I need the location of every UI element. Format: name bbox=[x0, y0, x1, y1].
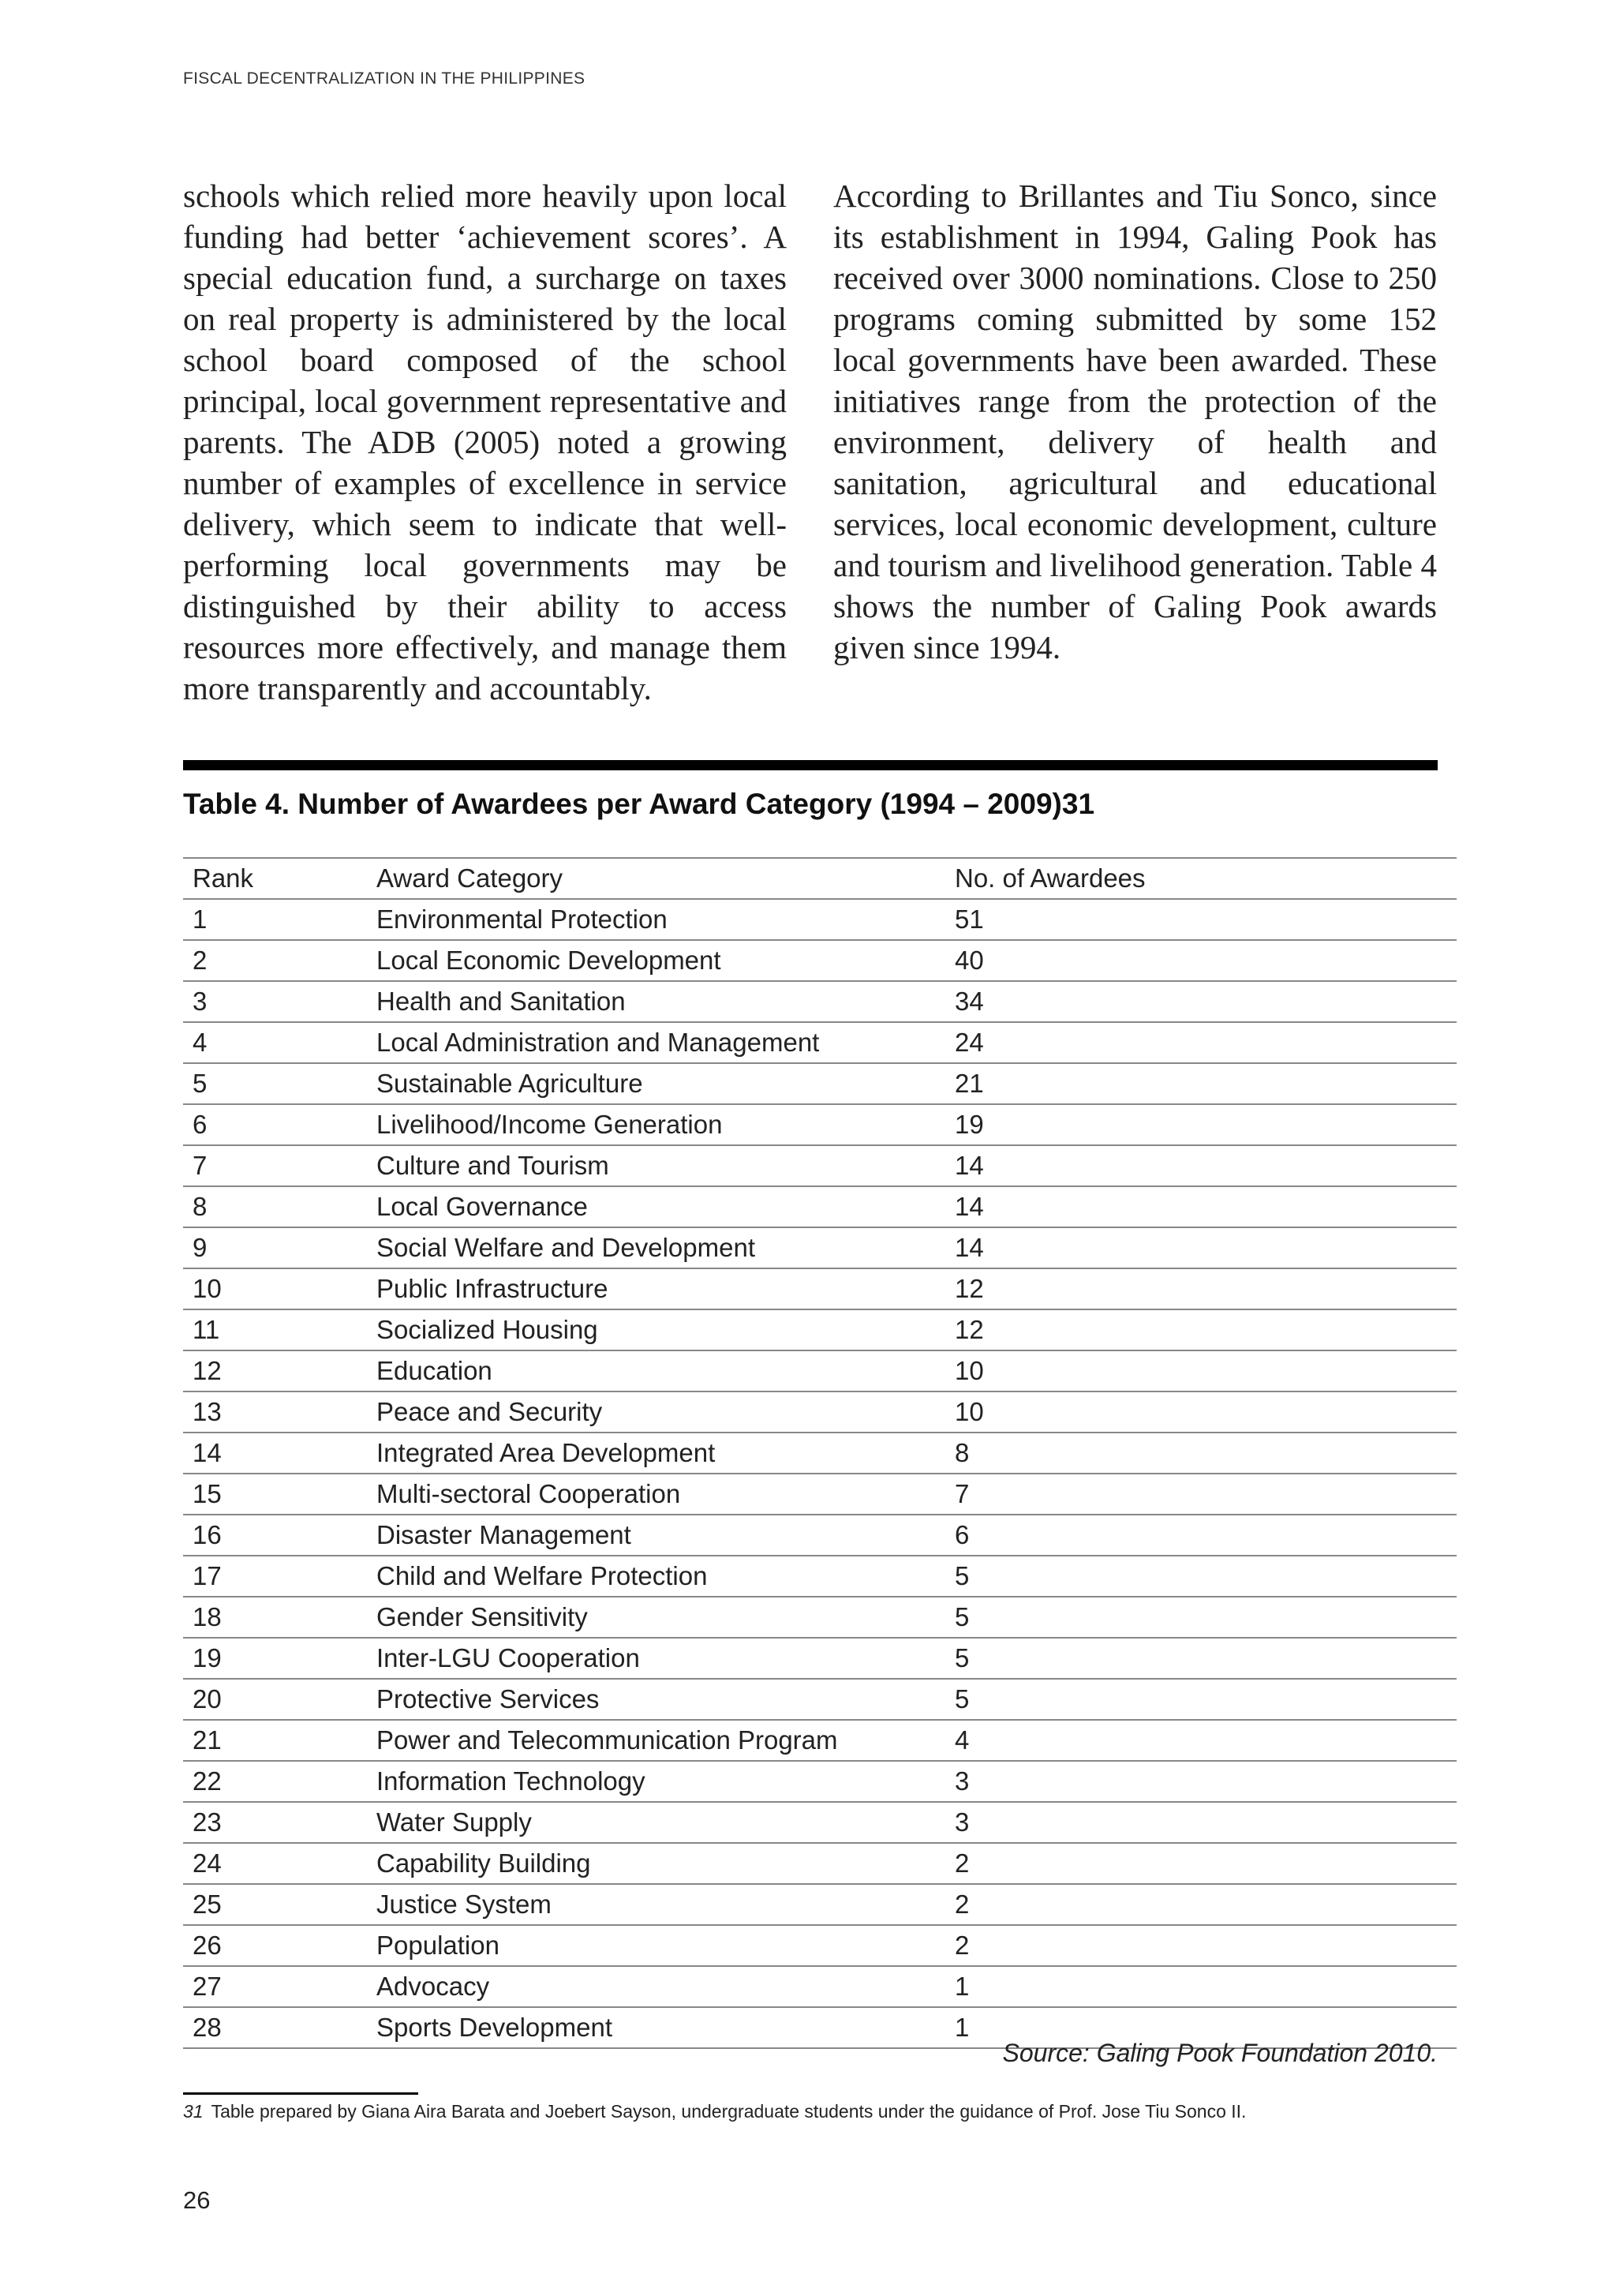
table-row bbox=[183, 1556, 1457, 1597]
table-row bbox=[183, 1597, 1457, 1638]
footnote-rule bbox=[183, 2092, 418, 2095]
table-row bbox=[183, 1925, 1457, 1966]
cell-rank: 10 bbox=[183, 1268, 367, 1309]
cell-award-category: Culture and Tourism bbox=[367, 1145, 945, 1186]
table-row bbox=[183, 1720, 1457, 1761]
cell-no-of-awardees: 5 bbox=[945, 1679, 1457, 1720]
cell-no-of-awardees: 7 bbox=[945, 1474, 1457, 1515]
cell-no-of-awardees: 1 bbox=[945, 2007, 1457, 2048]
cell-rank: 20 bbox=[183, 1679, 367, 1720]
cell-no-of-awardees: 8 bbox=[945, 1433, 1457, 1474]
cell-rank: 5 bbox=[183, 1063, 367, 1104]
cell-award-category: Advocacy bbox=[367, 1966, 945, 2007]
table-row bbox=[183, 1227, 1457, 1268]
table-row bbox=[183, 1350, 1457, 1391]
cell-award-category: Power and Telecommunication Program bbox=[367, 1720, 945, 1761]
cell-rank: 8 bbox=[183, 1186, 367, 1227]
cell-no-of-awardees: 10 bbox=[945, 1391, 1457, 1433]
cell-award-category: Local Economic Development bbox=[367, 940, 945, 981]
table-row bbox=[183, 1638, 1457, 1679]
cell-no-of-awardees: 24 bbox=[945, 1022, 1457, 1063]
table-row bbox=[183, 1022, 1457, 1063]
table-row bbox=[183, 1433, 1457, 1474]
table-source: Source: Galing Pook Foundation 2010. bbox=[1002, 2039, 1438, 2067]
table-top-rule bbox=[183, 760, 1438, 770]
cell-rank: 19 bbox=[183, 1638, 367, 1679]
cell-rank: 24 bbox=[183, 1843, 367, 1884]
cell-rank: 15 bbox=[183, 1474, 367, 1515]
cell-no-of-awardees: 4 bbox=[945, 1720, 1457, 1761]
cell-award-category: Peace and Security bbox=[367, 1391, 945, 1433]
cell-no-of-awardees: 1 bbox=[945, 1966, 1457, 2007]
cell-award-category: Environmental Protection bbox=[367, 899, 945, 940]
table-row bbox=[183, 1966, 1457, 2007]
cell-no-of-awardees: 3 bbox=[945, 1761, 1457, 1802]
cell-no-of-awardees: 14 bbox=[945, 1227, 1457, 1268]
cell-no-of-awardees: 5 bbox=[945, 1556, 1457, 1597]
cell-rank: 23 bbox=[183, 1802, 367, 1843]
body-paragraph-right: According to Brillantes and Tiu Sonco, since its establishment in 1994, Galing Pook has received over 3000 nominations. Close to 250 programs coming submitted by some 152 local governments have been awarded. These initiatives range from the protection of the environment, delivery of health and sanitation, agricultural and educational services, local economic development, culture and tourism and livelihood generation. Table 4 shows the number of Galing Pook awards given since 1994. bbox=[833, 178, 1437, 665]
cell-award-category: Sports Development bbox=[367, 2007, 945, 2048]
cell-rank: 25 bbox=[183, 1884, 367, 1925]
table-row bbox=[183, 899, 1457, 940]
cell-rank: 11 bbox=[183, 1309, 367, 1350]
footnote bbox=[183, 2101, 1246, 2122]
cell-rank: 14 bbox=[183, 1433, 367, 1474]
cell-award-category: Integrated Area Development bbox=[367, 1433, 945, 1474]
table-row bbox=[183, 1802, 1457, 1843]
cell-award-category: Disaster Management bbox=[367, 1515, 945, 1556]
cell-rank: 28 bbox=[183, 2007, 367, 2048]
table-row bbox=[183, 1474, 1457, 1515]
cell-rank: 27 bbox=[183, 1966, 367, 2007]
table-row bbox=[183, 1679, 1457, 1720]
cell-no-of-awardees: 2 bbox=[945, 1884, 1457, 1925]
cell-award-category: Socialized Housing bbox=[367, 1309, 945, 1350]
table-row bbox=[183, 1063, 1457, 1104]
cell-rank: 9 bbox=[183, 1227, 367, 1268]
cell-award-category: Multi-sectoral Cooperation bbox=[367, 1474, 945, 1515]
cell-no-of-awardees: 10 bbox=[945, 1350, 1457, 1391]
table-row bbox=[183, 1145, 1457, 1186]
cell-award-category: Child and Welfare Protection bbox=[367, 1556, 945, 1597]
cell-no-of-awardees: 5 bbox=[945, 1597, 1457, 1638]
table-row bbox=[183, 1843, 1457, 1884]
cell-award-category: Health and Sanitation bbox=[367, 981, 945, 1022]
table-row bbox=[183, 940, 1457, 981]
cell-no-of-awardees: 51 bbox=[945, 899, 1457, 940]
cell-rank: 13 bbox=[183, 1391, 367, 1433]
cell-award-category: Inter-LGU Cooperation bbox=[367, 1638, 945, 1679]
table-row bbox=[183, 1268, 1457, 1309]
cell-award-category: Social Welfare and Development bbox=[367, 1227, 945, 1268]
cell-award-category: Education bbox=[367, 1350, 945, 1391]
cell-award-category: Sustainable Agriculture bbox=[367, 1063, 945, 1104]
cell-award-category: Local Governance bbox=[367, 1186, 945, 1227]
footnote-text: Table prepared by Giana Aira Barata and Joebert Sayson, undergraduate students under the guidance of Prof. Jose Tiu Sonco II. bbox=[211, 2101, 1247, 2122]
cell-award-category: Capability Building bbox=[367, 1843, 945, 1884]
body-paragraph-left: schools which relied more heavily upon local funding had better ‘achievement scores’. A special education fund, a surcharge on taxes on real property is administered by the local school board composed of the school principal, local government representative and parents. The ADB (2005) noted a growing number of examples of excellence in service delivery, which seem to indicate that well-performing local governments may be distinguished by their ability to access resources more effectively, and manage them more transparently and accountably. bbox=[183, 178, 787, 706]
table-header-row bbox=[183, 858, 1457, 899]
cell-award-category: Livelihood/Income Generation bbox=[367, 1104, 945, 1145]
table-row bbox=[183, 1391, 1457, 1433]
header-rank: Rank bbox=[183, 858, 367, 899]
cell-award-category: Local Administration and Management bbox=[367, 1022, 945, 1063]
table-row bbox=[183, 1515, 1457, 1556]
cell-rank: 18 bbox=[183, 1597, 367, 1638]
table-row bbox=[183, 1761, 1457, 1802]
header-award-category: Award Category bbox=[367, 858, 945, 899]
cell-award-category: Justice System bbox=[367, 1884, 945, 1925]
table-row bbox=[183, 981, 1457, 1022]
cell-no-of-awardees: 14 bbox=[945, 1145, 1457, 1186]
cell-no-of-awardees: 19 bbox=[945, 1104, 1457, 1145]
cell-no-of-awardees: 6 bbox=[945, 1515, 1457, 1556]
table-row bbox=[183, 1186, 1457, 1227]
cell-no-of-awardees: 34 bbox=[945, 981, 1457, 1022]
cell-award-category: Gender Sensitivity bbox=[367, 1597, 945, 1638]
cell-rank: 16 bbox=[183, 1515, 367, 1556]
cell-no-of-awardees: 40 bbox=[945, 940, 1457, 981]
cell-award-category: Information Technology bbox=[367, 1761, 945, 1802]
table-row bbox=[183, 1104, 1457, 1145]
cell-rank: 26 bbox=[183, 1925, 367, 1966]
cell-rank: 21 bbox=[183, 1720, 367, 1761]
awards-table bbox=[183, 857, 1457, 2049]
cell-no-of-awardees: 2 bbox=[945, 1925, 1457, 1966]
footnote-number: 31 bbox=[183, 2101, 204, 2122]
cell-rank: 4 bbox=[183, 1022, 367, 1063]
cell-no-of-awardees: 5 bbox=[945, 1638, 1457, 1679]
table-row bbox=[183, 1884, 1457, 1925]
cell-no-of-awardees: 3 bbox=[945, 1802, 1457, 1843]
cell-no-of-awardees: 12 bbox=[945, 1268, 1457, 1309]
cell-no-of-awardees: 12 bbox=[945, 1309, 1457, 1350]
cell-award-category: Population bbox=[367, 1925, 945, 1966]
cell-rank: 22 bbox=[183, 1761, 367, 1802]
cell-rank: 7 bbox=[183, 1145, 367, 1186]
cell-rank: 17 bbox=[183, 1556, 367, 1597]
cell-rank: 12 bbox=[183, 1350, 367, 1391]
cell-award-category: Water Supply bbox=[367, 1802, 945, 1843]
header-no-of-awardees: No. of Awardees bbox=[945, 858, 1457, 899]
table-row bbox=[183, 1309, 1457, 1350]
cell-no-of-awardees: 2 bbox=[945, 1843, 1457, 1884]
page-number: 26 bbox=[183, 2186, 211, 2214]
cell-rank: 3 bbox=[183, 981, 367, 1022]
cell-rank: 1 bbox=[183, 899, 367, 940]
cell-rank: 2 bbox=[183, 940, 367, 981]
table-title: Table 4. Number of Awardees per Award Category (1994 – 2009)31 bbox=[183, 788, 1095, 820]
cell-no-of-awardees: 21 bbox=[945, 1063, 1457, 1104]
cell-award-category: Protective Services bbox=[367, 1679, 945, 1720]
cell-award-category: Public Infrastructure bbox=[367, 1268, 945, 1309]
running-head: FISCAL DECENTRALIZATION IN THE PHILIPPINES bbox=[183, 69, 585, 88]
cell-rank: 6 bbox=[183, 1104, 367, 1145]
cell-no-of-awardees: 14 bbox=[945, 1186, 1457, 1227]
